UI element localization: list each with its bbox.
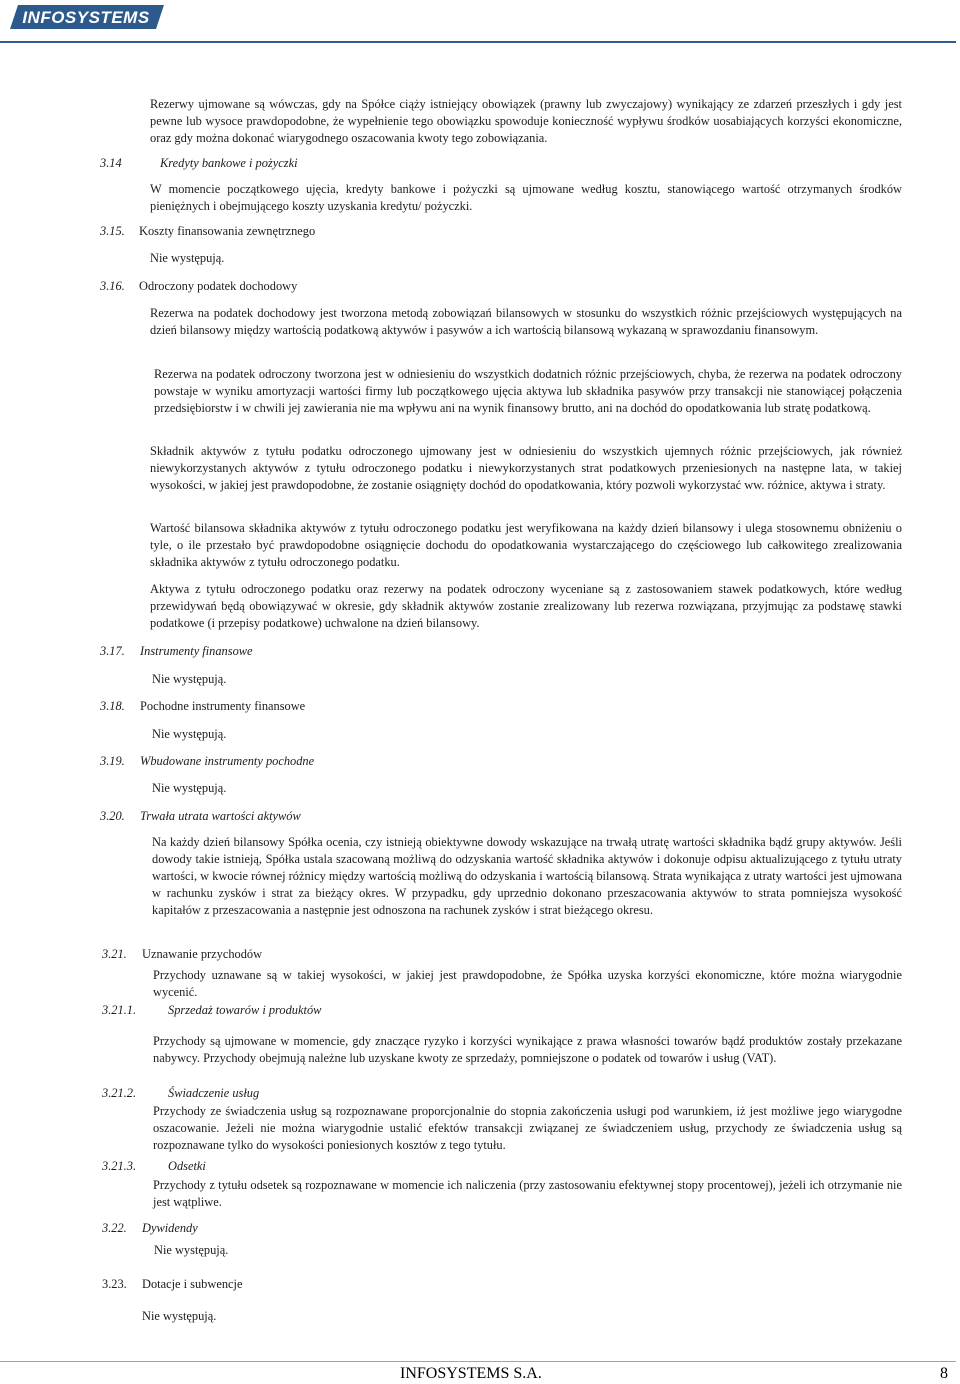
paragraph-sprzedaz: Przychody są ujmowane w momencie, gdy znaczące ryzyko i korzyści wynikające z prawa własności towarów bądź produktów zostały przekazane nabywcy. Przychody obejmują należne lub uzyskane kwoty ze sprzedaży, pomniejszone o podatek od towarów i usług (VAT).	[153, 1034, 902, 1065]
section-number-3-21: 3.21.	[102, 947, 127, 961]
section-title-3-20: Trwała utrata wartości aktywów	[140, 809, 301, 823]
section-number-3-21-3: 3.21.3.	[102, 1159, 137, 1173]
section-title-3-22: Dywidendy	[142, 1221, 198, 1235]
section-number-3-18: 3.18.	[100, 699, 125, 713]
section-title-3-17: Instrumenty finansowe	[140, 644, 253, 658]
paragraph-podatek-5: Aktywa z tytułu odroczonego podatku oraz rezerwy na podatek odroczony wyceniane są z zastosowaniem stawek podatkowych, które według przewidywań będą obowiązywać w okresie, gdy składnik aktywów zostanie zrealizowany lub rezerwa rozwiązana, przyjmując za podstawę stawki podatkowe (i przepisy podatkowe) uchwalone na dzień bilansowy.	[150, 582, 902, 630]
section-title-3-21-2: Świadczenie usług	[168, 1086, 260, 1100]
section-text-3-18: Nie występują.	[152, 727, 227, 741]
section-number-3-21-1: 3.21.1.	[102, 1003, 137, 1017]
section-title-3-19: Wbudowane instrumenty pochodne	[140, 754, 315, 768]
paragraph-podatek-4: Wartość bilansowa składnika aktywów z tytułu odroczonego podatku jest weryfikowana na każdy dzień bilansowy i ulega stosownemu obniżeniu o tyle, o ile przestało być prawdopodobne osiągnięcie dochodu do opodatkowania wystarczającego do częściowego lub całkowitego zrealizowania składnika aktywów z tytułu odroczonego podatku.	[150, 521, 902, 569]
section-number-3-20: 3.20.	[100, 809, 125, 823]
section-title-3-23: Dotacje i subwencje	[142, 1277, 243, 1291]
section-text-3-15: Nie występują.	[150, 251, 225, 265]
footer-rule	[0, 1361, 956, 1362]
section-text-3-17: Nie występują.	[152, 672, 227, 686]
paragraph-kredyty: W momencie początkowego ujęcia, kredyty bankowe i pożyczki są ujmowane według kosztu, stanowiącego wartość otrzymanych środków pieniężnych i obejmującego koszty uzyskania kredytu/ pożyczki.	[150, 182, 902, 213]
section-title-3-14: Kredyty bankowe i pożyczki	[160, 156, 298, 170]
section-number-3-17: 3.17.	[100, 644, 125, 658]
section-number-3-16: 3.16.	[100, 279, 125, 293]
header-rule	[0, 41, 956, 43]
section-number-3-19: 3.19.	[100, 754, 125, 768]
section-title-3-21-1: Sprzedaż towarów i produktów	[168, 1003, 322, 1017]
paragraph-uslugi: Przychody ze świadczenia usług są rozpoznawane proporcjonalnie do stopnia zakończenia usługi pod warunkiem, iż jest możliwe jego wiarygodne oszacowanie. Jeżeli nie można wiarygodnie ustalić efektów transakcji związanej ze świadczeniem usług, przychody ze świadczenia usług są rozpoznawane tylko do wysokości poniesionych kosztów z tego tytułu.	[153, 1104, 902, 1152]
infosystems-logo	[10, 4, 164, 30]
paragraph-przychody: Przychody uznawane są w takiej wysokości, w jakiej jest prawdopodobne, że Spółka uzyska korzyści ekonomiczne, które można wiarygodnie wycenić.	[153, 968, 902, 999]
section-title-3-18: Pochodne instrumenty finansowe	[140, 699, 306, 713]
section-number-3-22: 3.22.	[102, 1221, 127, 1235]
section-text-3-22: Nie występują.	[154, 1243, 229, 1257]
section-text-3-23: Nie występują.	[142, 1309, 217, 1323]
section-title-3-16: Odroczony podatek dochodowy	[139, 279, 298, 293]
section-number-3-23: 3.23.	[102, 1277, 127, 1291]
page-number: 8	[940, 1365, 948, 1382]
section-number-3-14: 3.14	[100, 156, 122, 170]
paragraph-odsetki: Przychody z tytułu odsetek są rozpoznawane w momencie ich naliczenia (przy zastosowaniu efektywnej stopy procentowej), jeżeli ich otrzymanie nie jest wątpliwe.	[153, 1178, 902, 1209]
section-title-3-15: Koszty finansowania zewnętrznego	[139, 224, 316, 238]
footer-company: INFOSYSTEMS S.A.	[400, 1365, 542, 1382]
paragraph-utrata: Na każdy dzień bilansowy Spółka ocenia, czy istnieją obiektywne dowody wskazujące na trwałą utratę wartości składnika bądź grupy aktywów. Jeśli dowody takie istnieją, Spółka ustala szacowaną możliwą do odzyskania wartość składnika aktywów i dokonuje odpisu aktualizującego z tytułu utraty wartości, w kwocie równej różnicy między wartością możliwą do odzyskania i wartością bilansową. Strata wynikająca z utraty wartości jest ujmowana w rachunku zysków i strat za bieżący okres. W przypadku, gdy uprzednio dokonano przeszacowania aktywów to strata pomniejsza wysokość kapitałów z przeszacowania a następnie jest odnoszona na rachunek zysków i strat bieżącego okresu.	[152, 835, 902, 917]
logo-text: INFOSYSTEMS	[22, 8, 150, 27]
section-title-3-21-3: Odsetki	[168, 1159, 206, 1173]
section-title-3-21: Uznawanie przychodów	[142, 947, 263, 961]
section-number-3-15: 3.15.	[100, 224, 125, 238]
paragraph-podatek-3: Składnik aktywów z tytułu podatku odroczonego ujmowany jest w odniesieniu do wszystkich ujemnych różnic przejściowych, jak również niewykorzystanych aktywów z tytułu odroczonego podatku i niewykorzystanych strat podatkowych przeniesionych na następne lata, w takiej wysokości, w jakiej jest prawdopodobne, że zostanie osiągnięty dochód do opodatkowania, który pozwoli wykorzystać ww. różnice, aktywa i straty.	[150, 444, 902, 492]
paragraph-podatek-1: Rezerwa na podatek dochodowy jest tworzona metodą zobowiązań bilansowych w stosunku do wszystkich różnic przejściowych występujących na dzień bilansowy między wartością podatkową aktywów i pasywów a ich wartością bilansową wykazaną w sprawozdaniu finansowym.	[150, 306, 902, 337]
paragraph-rezerwy: Rezerwy ujmowane są wówczas, gdy na Spółce ciąży istniejący obowiązek (prawny lub zwyczajowy) wynikający ze zdarzeń przeszłych i gdy jest pewne lub wysoce prawdopodobne, że wypełnienie tego obowiązku spowoduje konieczność wypływu środków uosabiających korzyści ekonomiczne, oraz gdy można dokonać wiarygodnego oszacowania kwoty tego zobowiązania.	[150, 97, 902, 145]
paragraph-podatek-2: Rezerwa na podatek odroczony tworzona jest w odniesieniu do wszystkich dodatnich różnic przejściowych, chyba, że rezerwa na podatek odroczony powstaje w wyniku amortyzacji wartości firmy lub początkowego ujęcia aktywa lub składnika pasywów przy transakcji nie stanowiącej połączenia przedsiębiorstw i w chwili jej zawierania nie ma wpływu ani na wynik finansowy brutto, ani na dochód do opodatkowania lub stratę podatkową.	[154, 367, 902, 415]
section-number-3-21-2: 3.21.2.	[102, 1086, 137, 1100]
section-text-3-19: Nie występują.	[152, 781, 227, 795]
